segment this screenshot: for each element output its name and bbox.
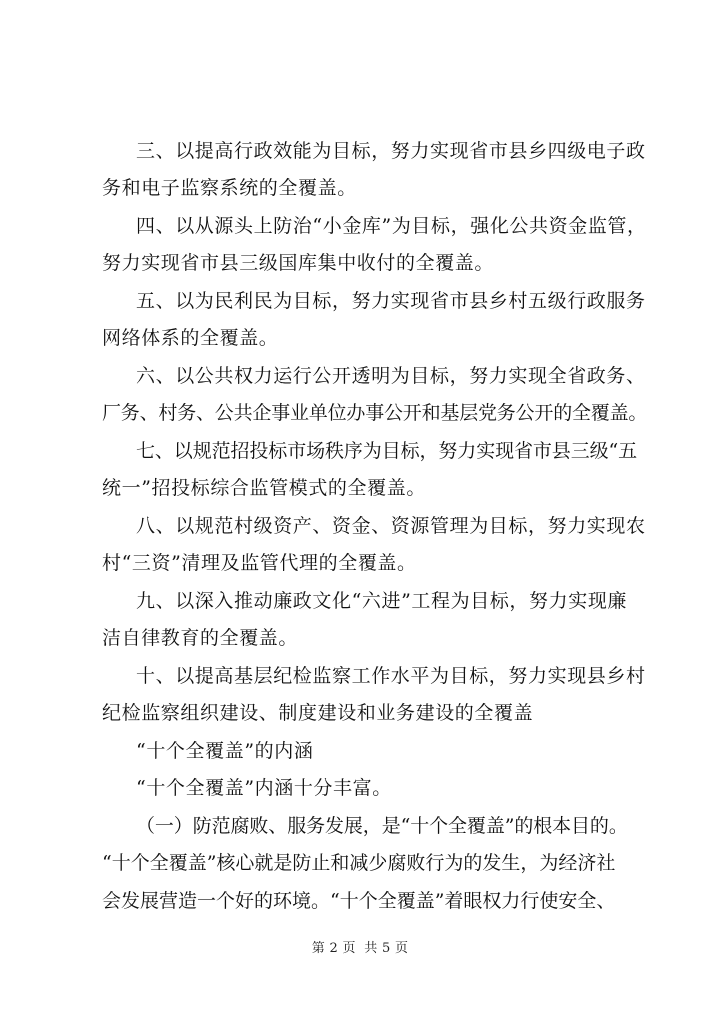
subsection-1-line-2: “十个全覆盖”核心就是防止和减少腐败行为的发生，为经济社: [102, 852, 616, 874]
subsection-1-line-3: 会发展营造一个好的环境。“十个全覆盖”着眼权力行使安全、: [102, 890, 616, 912]
item-5-line-2: 网络体系的全覆盖。: [102, 327, 279, 349]
item-5-line-1: 五、以为民利民为目标，努力实现省市县乡村五级行政服务: [136, 290, 646, 312]
item-8-line-2: 村“三资”清理及监管代理的全覆盖。: [102, 552, 417, 574]
section-intro: “十个全覆盖”内涵十分丰富。: [136, 777, 392, 799]
total-pages: 共 5 页: [364, 941, 409, 956]
item-7-line-1: 七、以规范招投标市场秩序为目标，努力实现省市县三级“五: [136, 440, 638, 462]
subsection-1-line-1: （一）防范腐败、服务发展，是“十个全覆盖”的根本目的。: [136, 815, 628, 837]
item-10-line-2: 纪检监察组织建设、制度建设和业务建设的全覆盖: [102, 702, 534, 724]
item-4-line-1: 四、以从源头上防治“小金库”为目标，强化公共资金监管，: [136, 215, 647, 237]
item-3-line-2: 务和电子监察系统的全覆盖。: [102, 177, 357, 199]
item-3-line-1: 三、以提高行政效能为目标，努力实现省市县乡四级电子政: [136, 140, 646, 162]
item-4-line-2: 努力实现省市县三级国库集中收付的全覆盖。: [102, 252, 495, 274]
item-8-line-1: 八、以规范村级资产、资金、资源管理为目标，努力实现农: [136, 515, 646, 537]
page-footer: [0, 940, 720, 958]
item-9-line-2: 洁自律教育的全覆盖。: [102, 627, 299, 649]
item-7-line-2: 统一”招投标综合监管模式的全覆盖。: [102, 477, 426, 499]
item-6-line-1: 六、以公共权力运行公开透明为目标，努力实现全省政务、: [136, 365, 646, 387]
item-10-line-1: 十、以提高基层纪检监察工作水平为目标，努力实现县乡村: [136, 665, 646, 687]
page-number: 第 2 页: [311, 941, 356, 956]
item-6-line-2: 厂务、村务、公共企事业单位办事公开和基层党务公开的全覆盖。: [102, 402, 648, 424]
item-9-line-1: 九、以深入推动廉政文化“六进”工程为目标，努力实现廉: [136, 590, 628, 612]
section-heading: “十个全覆盖”的内涵: [136, 740, 314, 762]
